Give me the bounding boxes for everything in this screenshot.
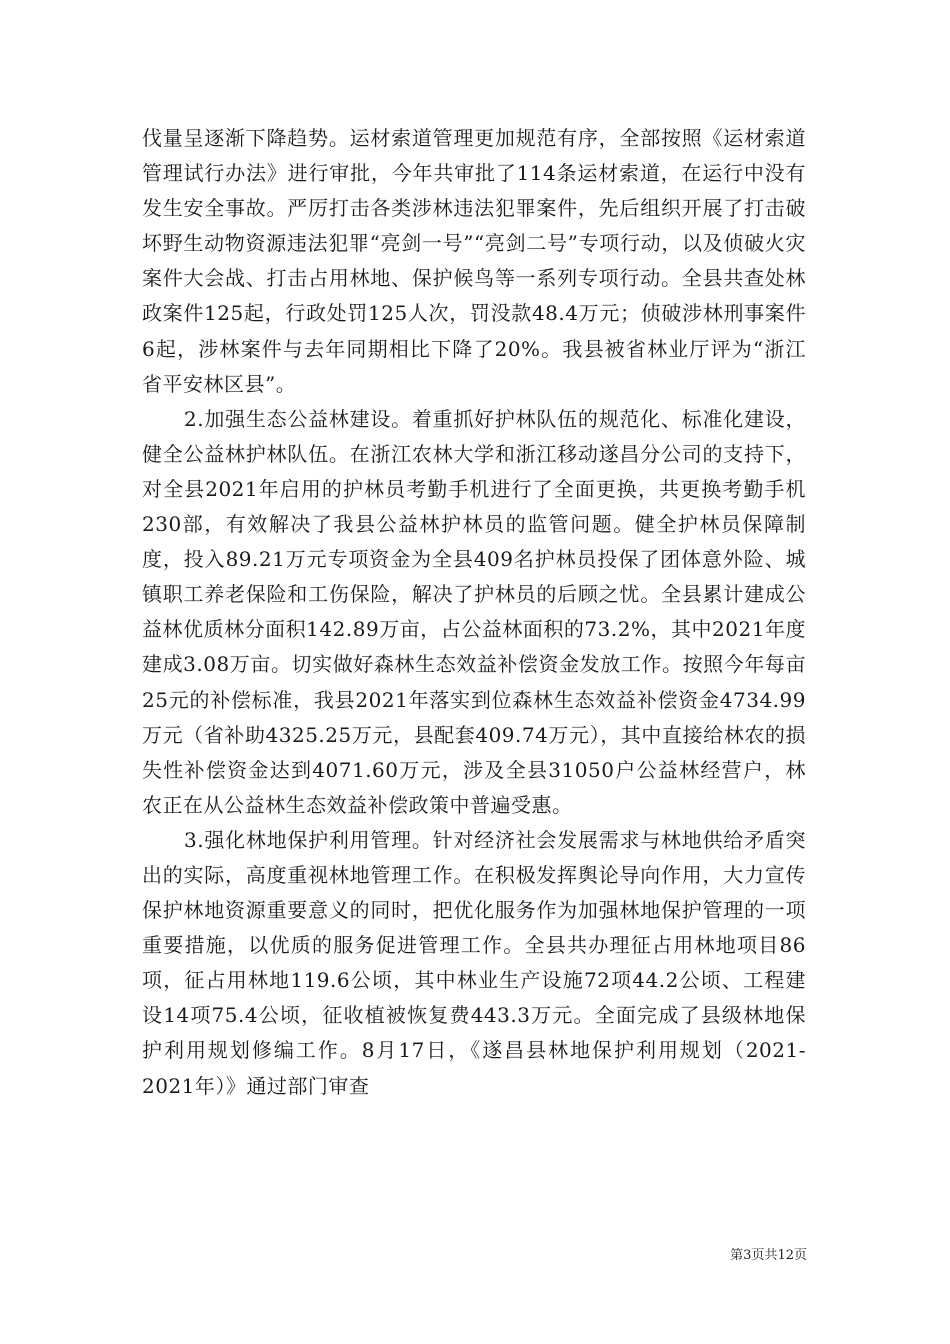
paragraph-patrol-cases: 伐量呈逐渐下降趋势。运材索道管理更加规范有序，全部按照《运材索道管理试行办法》进行审批，今年共审批了114条运材索道，在运行中没有发生安全事故。严厉打击各类涉林违法犯罪案件，先后组织开展了打击破坏野生动物资源违法犯罪“亮剑一号”“亮剑二号”专项行动，以及侦破火灾案件大会战、打击占用林地、保护候鸟等一系列专项行动。全县共查处林政案件125起，行政处罚125人次，罚没款48.4万元；侦破涉林刑事案件6起，涉林案件与去年同期相比下降了20%。我县被省林业厅评为“浙江省平安林区县”。 [142, 126, 806, 396]
page-number: 第3页共12页 [730, 1248, 807, 1263]
document-body [142, 121, 806, 1104]
paragraph-forest-land-management: 3.强化林地保护利用管理。针对经济社会发展需求与林地供给矛盾突出的实际，高度重视林地管理工作。在积极发挥舆论导向作用，大力宣传保护林地资源重要意义的同时，把优化服务作为加强林地保护管理的一项重要措施，以优质的服务促进管理工作。全县共办理征占用林地项目86项，征占用林地119.6公顷，其中林业生产设施72项44.2公顷、工程建设14项75.4公顷，征收植被恢复费443.3万元。全面完成了县级林地保护利用规划修编工作。8月17日，《遂昌县林地保护利用规划（2021-2021年）》通过部门审查 [142, 827, 806, 1098]
paragraph-ecological-forest: 2.加强生态公益林建设。着重抓好护林队伍的规范化、标准化建设，健全公益林护林队伍。在浙江农林大学和浙江移动遂昌分公司的支持下，对全县2021年启用的护林员考勤手机进行了全面更换，共更换考勤手机230部，有效解决了我县公益林护林员的监管问题。健全护林员保障制度，投入89.21万元专项资金为全县409名护林员投保了团体意外险、城镇职工养老保险和工伤保险，解决了护林员的后顾之忧。全县累计建成公益林优质林分面积142.89万亩，占公益林面积的73.2%，其中2021年度建成3.08万亩。切实做好森林生态效益补偿资金发放工作。按照今年每亩25元的补偿标准，我县2021年落实到位森林生态效益补偿资金4734.99万元（省补助4325.25万元，县配套409.74万元），其中直接给林农的损失性补偿资金达到4071.60万元，涉及全县31050户公益林经营户，林农正在从公益林生态效益补偿政策中普遍受惠。 [142, 406, 806, 817]
